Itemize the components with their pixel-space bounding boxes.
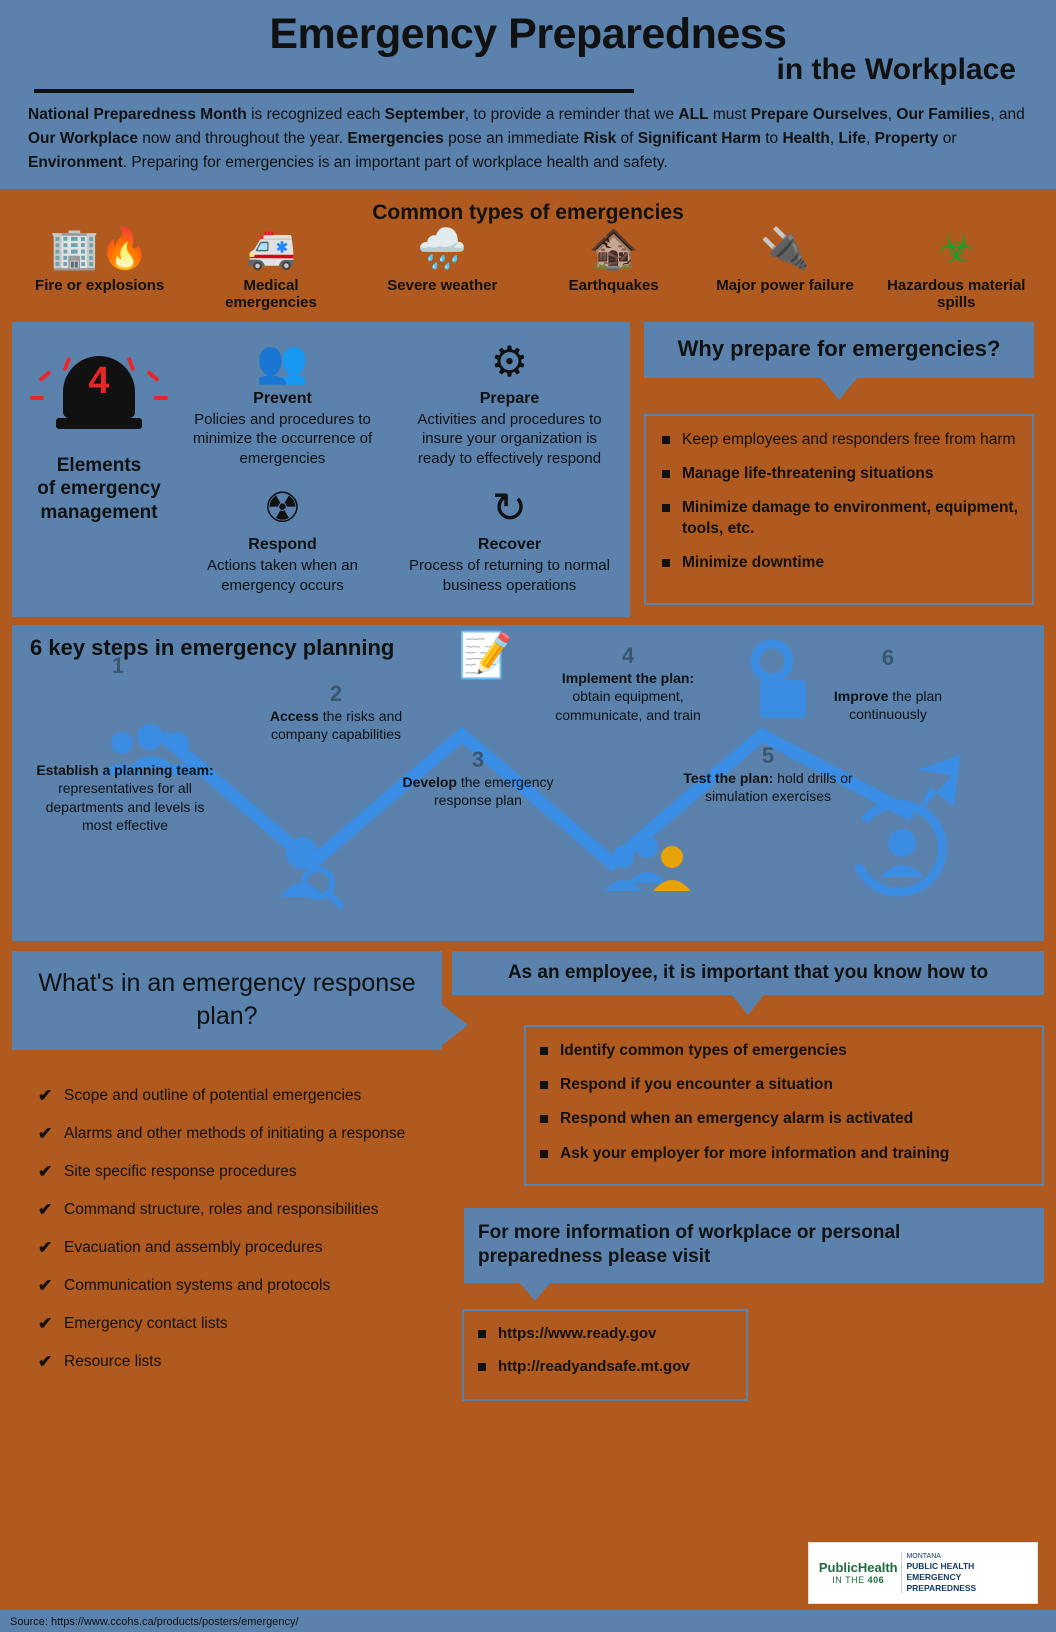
elements-count: 4 <box>88 359 110 402</box>
employee-list <box>524 1025 1044 1186</box>
step-4-number-block <box>542 643 714 669</box>
logo-line2: EMERGENCY PREPAREDNESS <box>906 1572 977 1593</box>
step-number: 6 <box>881 645 895 671</box>
document-pencil-icon: 📝 <box>458 631 513 681</box>
logo-state: MONTANA <box>906 1552 941 1560</box>
step-2 <box>250 707 422 743</box>
type-label: Major power failure <box>716 277 854 295</box>
element-name: Respond <box>248 536 317 554</box>
source-text: Source: https://www.ccohs.ca/products/posters/emergency/ <box>10 1616 299 1628</box>
elements-of-emergency-management-panel <box>12 322 630 618</box>
bottom-section <box>0 941 1056 1401</box>
step-rest: the risks and company capabilities <box>271 708 403 743</box>
list-item: Manage life-threatening situations <box>660 464 1018 484</box>
intro-paragraph: National Preparedness Month is recognized each September, to provide a reminder that we ALL must Prepare Ourselves, Our Families, and Our Workplace now and throughout the year. Emergencies pose an immediate Risk of Significant Harm to Health, Life, Property or Environment. Preparing for emergencies is an important part of workplace health and safety. <box>28 106 1025 172</box>
list-item-label: Evacuation and assembly procedures <box>64 1238 323 1256</box>
six-key-steps-panel <box>12 625 1044 941</box>
page-subtitle: in the Workplace <box>776 53 1016 87</box>
logo-public: Public <box>818 1560 858 1576</box>
list-item: Respond when an emergency alarm is activated <box>538 1109 1030 1129</box>
why-prepare-list <box>644 414 1034 605</box>
step-6 <box>802 687 974 723</box>
elements-grid <box>174 332 618 604</box>
check-icon: ✔ <box>38 1275 53 1295</box>
type-weather <box>367 227 517 294</box>
common-emergency-types-section <box>0 189 1056 316</box>
list-item <box>38 1238 436 1259</box>
check-icon: ✔ <box>38 1199 53 1219</box>
page-title: Emergency Preparedness <box>269 10 787 58</box>
step-rest: obtain equipment, communicate, and train <box>555 688 701 723</box>
list-item: Identify common types of emergencies <box>538 1041 1030 1061</box>
step-number: 1 <box>111 653 125 679</box>
list-item: Minimize downtime <box>660 553 1018 573</box>
link-ready-gov[interactable]: https://www.ready.gov <box>476 1325 734 1342</box>
step-number: 4 <box>621 643 635 669</box>
check-icon: ✔ <box>38 1086 53 1106</box>
step-number: 3 <box>471 747 485 773</box>
fire-icon: 🏢🔥 <box>49 227 150 272</box>
why-prepare-panel <box>644 322 1034 605</box>
list-item <box>38 1200 436 1221</box>
elements-heading-block <box>24 332 174 604</box>
title-divider <box>34 89 634 93</box>
element-name: Prepare <box>479 389 540 407</box>
list-item: Respond if you encounter a situation <box>538 1075 1030 1095</box>
list-item-label: Emergency contact lists <box>64 1314 228 1332</box>
list-item <box>38 1276 436 1297</box>
element-desc: Policies and procedures to minimize the occurrence of emergencies <box>192 410 373 467</box>
check-icon: ✔ <box>38 1124 53 1144</box>
list-item: Minimize damage to environment, equipment, tools, etc. <box>660 498 1018 538</box>
step-rest: the plan continuously <box>849 688 943 723</box>
radiation-icon: ☢ <box>263 484 302 532</box>
list-item: Keep employees and responders free from harm <box>660 430 1018 450</box>
step-1 <box>30 761 220 834</box>
more-info-heading: For more information of workplace or personal preparedness please visit <box>464 1208 1044 1283</box>
step-2-number-block <box>250 681 422 707</box>
element-name: Prevent <box>253 389 312 407</box>
ambulance-icon: 🚑 <box>246 227 296 272</box>
type-label: Earthquakes <box>568 277 659 295</box>
step-rest: the emergency response plan <box>434 774 554 809</box>
list-item-label: Alarms and other methods of initiating a response <box>64 1125 406 1143</box>
logo-line1: PUBLIC HEALTH <box>906 1561 975 1572</box>
element-respond <box>174 478 391 603</box>
check-icon: ✔ <box>38 1351 53 1371</box>
links-list <box>462 1309 748 1401</box>
step-5 <box>682 769 854 805</box>
steps-title: 6 key steps in emergency planning <box>30 635 395 661</box>
earthquake-icon: 🏚️ <box>588 227 639 272</box>
logo-health: Health <box>857 1560 898 1576</box>
list-item <box>38 1162 436 1183</box>
people-shield-icon: 👥 <box>256 337 309 385</box>
list-item-label: Communication systems and protocols <box>64 1276 331 1294</box>
why-prepare-heading: Why prepare for emergencies? <box>644 322 1034 378</box>
type-label: Hazardous material spills <box>887 277 1026 312</box>
elements-heading-line3: management <box>40 502 158 524</box>
type-label: Fire or explosions <box>35 277 165 295</box>
list-item: Ask your employer for more information and training <box>538 1144 1030 1164</box>
refresh-arrow-icon: ↻ <box>491 484 528 532</box>
type-power <box>710 227 860 294</box>
type-medical <box>196 227 346 312</box>
type-label: Severe weather <box>387 277 498 295</box>
step-number: 2 <box>329 681 343 707</box>
step-4 <box>542 669 714 724</box>
logo-406: 406 <box>867 1574 885 1585</box>
step-rest: hold drills or simulation exercises <box>704 770 853 805</box>
link-readyandsafe-mt-gov[interactable]: http://readyandsafe.mt.gov <box>476 1358 734 1375</box>
common-types-title: Common types of emergencies <box>372 201 684 225</box>
list-item-label: Site specific response procedures <box>64 1163 297 1181</box>
elements-heading-line1: Elements <box>56 454 142 476</box>
element-prevent <box>174 332 391 477</box>
type-earthquake <box>539 227 689 294</box>
power-plug-icon: 🔌 <box>760 227 810 272</box>
list-item-label: Resource lists <box>64 1352 162 1370</box>
list-item <box>38 1314 436 1335</box>
employee-heading: As an employee, it is important that you know how to <box>452 951 1044 995</box>
list-item-label: Command structure, roles and responsibilities <box>64 1200 379 1218</box>
step-lead: Develop <box>402 774 457 791</box>
response-plan-panel <box>12 951 442 1401</box>
element-desc: Process of returning to normal business operations <box>409 557 610 594</box>
middle-section <box>0 316 1056 618</box>
gear-icon: ⚙ <box>490 337 529 385</box>
type-hazmat <box>881 227 1031 312</box>
logo-in-the: IN THE <box>832 1574 865 1585</box>
header <box>0 0 1056 189</box>
step-rest: representatives for all departments and levels is most effective <box>45 780 205 833</box>
list-item <box>38 1352 436 1373</box>
element-name: Recover <box>477 536 542 554</box>
step-lead: Improve <box>833 688 889 705</box>
response-plan-list <box>12 1086 442 1372</box>
step-5-number-block <box>682 743 854 769</box>
element-desc: Actions taken when an emergency occurs <box>207 557 358 594</box>
element-desc: Activities and procedures to insure your organization is ready to effectively respond <box>417 410 602 467</box>
step-1-number-block <box>32 653 204 679</box>
list-item <box>38 1086 436 1107</box>
element-recover <box>401 478 618 603</box>
type-label: Medical emergencies <box>225 277 317 312</box>
step-lead: Implement the plan: <box>561 670 695 687</box>
type-fire <box>25 227 175 294</box>
response-plan-heading: What's in an emergency response plan? <box>12 951 442 1050</box>
step-3 <box>392 773 564 809</box>
list-item <box>38 1124 436 1145</box>
check-icon: ✔ <box>38 1237 53 1257</box>
step-6-number-block <box>802 645 974 671</box>
element-prepare <box>401 332 618 477</box>
list-item-label: Scope and outline of potential emergencies <box>64 1087 362 1105</box>
step-lead: Access <box>269 708 319 725</box>
biohazard-icon: ☣ <box>938 227 975 272</box>
employee-and-info-column <box>452 951 1044 1401</box>
montana-public-health-logo <box>808 1542 1038 1604</box>
step-3-number-block <box>392 747 564 773</box>
elements-heading-line2: of emergency <box>37 478 161 500</box>
step-lead: Establish a planning team: <box>36 762 214 779</box>
step-number: 5 <box>761 743 775 769</box>
storm-cloud-icon: 🌧️ <box>417 227 468 272</box>
check-icon: ✔ <box>38 1313 53 1333</box>
check-icon: ✔ <box>38 1162 53 1182</box>
step-lead: Test the plan: <box>683 770 774 787</box>
alarm-beacon-icon <box>24 356 174 448</box>
common-types-row <box>0 227 1056 312</box>
